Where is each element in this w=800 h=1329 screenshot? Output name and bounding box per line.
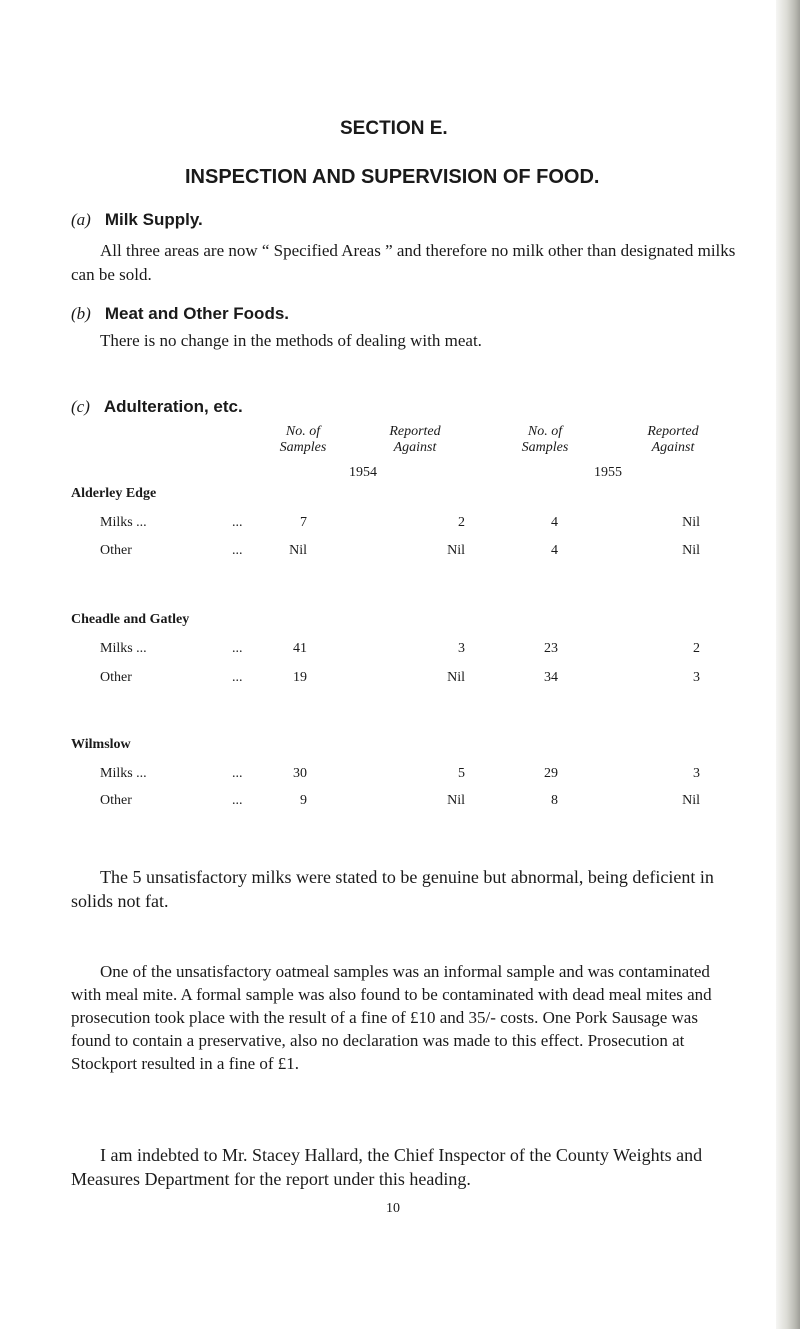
page-number: 10 [386, 1201, 400, 1216]
milk-supply-heading [71, 210, 203, 230]
cell-reported-1954: Nil [447, 793, 465, 808]
cell-samples-1955: 4 [551, 515, 558, 530]
row-dots: ... [232, 515, 243, 530]
adulteration-heading [71, 397, 243, 417]
row-label: Milks ... [100, 515, 147, 530]
cell-reported-1954: 3 [458, 641, 465, 656]
cell-samples-1955: 34 [544, 670, 558, 685]
cell-reported-1955: Nil [682, 793, 700, 808]
row-dots: ... [232, 766, 243, 781]
milk-supply-marker: (a) [71, 210, 91, 229]
cell-reported-1955: 3 [693, 766, 700, 781]
cell-reported-1954: Nil [447, 543, 465, 558]
col-samples-1954-line1: No. of [285, 424, 321, 439]
col-samples-1955 [512, 424, 578, 456]
cell-samples-1955: 29 [544, 766, 558, 781]
col-samples-1955-line1: No. of [527, 424, 563, 439]
area-name: Wilmslow [71, 737, 131, 752]
cell-reported-1955: Nil [682, 543, 700, 558]
cell-samples-1954: 7 [300, 515, 307, 530]
meat-text: There is no change in the methods of dealing with meat. [100, 331, 482, 350]
milk-supply-title: Milk Supply. [104, 210, 203, 229]
cell-reported-1954: 2 [458, 515, 465, 530]
year-1954: 1954 [349, 465, 377, 480]
col-reported-1955-line2: Against [651, 440, 695, 455]
col-samples-1954-line2: Samples [279, 440, 327, 455]
meat-heading [71, 304, 289, 324]
paragraph-milk-findings: The 5 unsatisfactory milks were stated to be genuine but abnormal, being deficient in solids not fat. [71, 867, 714, 911]
cell-reported-1955: 2 [693, 641, 700, 656]
row-label: Other [100, 670, 132, 685]
adulteration-title: Adulteration, etc. [103, 397, 243, 416]
meat-marker: (b) [71, 304, 91, 323]
section-title: SECTION E. [340, 118, 448, 139]
cell-samples-1955: 8 [551, 793, 558, 808]
cell-samples-1954: 9 [300, 793, 307, 808]
col-reported-1954-line2: Against [393, 440, 437, 455]
row-dots: ... [232, 670, 243, 685]
paragraph-acknowledgement: I am indebted to Mr. Stacey Hallard, the Chief Inspector of the County Weights and Measures Department for the report under this heading. [71, 1145, 703, 1189]
row-dots: ... [232, 793, 243, 808]
cell-samples-1954: 41 [293, 641, 307, 656]
main-title: INSPECTION AND SUPERVISION OF FOOD. [185, 166, 600, 188]
adulteration-marker: (c) [71, 397, 90, 416]
cell-samples-1955: 4 [551, 543, 558, 558]
cell-reported-1955: Nil [682, 515, 700, 530]
row-label: Milks ... [100, 766, 147, 781]
area-name: Alderley Edge [71, 486, 157, 501]
cell-samples-1954: 30 [293, 766, 307, 781]
row-label: Other [100, 793, 132, 808]
col-reported-1954 [375, 424, 455, 456]
col-samples-1955-line2: Samples [521, 440, 569, 455]
row-dots: ... [232, 543, 243, 558]
cell-samples-1955: 23 [544, 641, 558, 656]
col-reported-1955 [633, 424, 713, 456]
col-samples-1954 [270, 424, 336, 456]
row-label: Other [100, 543, 132, 558]
area-name: Cheadle and Gatley [71, 612, 190, 627]
cell-reported-1954: Nil [447, 670, 465, 685]
milk-supply-text: All three areas are now “ Specified Areas ” and therefore no milk other than designated milks can be sold. [71, 241, 736, 284]
cell-samples-1954: Nil [289, 543, 307, 558]
col-reported-1954-line1: Reported [389, 424, 441, 439]
cell-reported-1955: 3 [693, 670, 700, 685]
year-1955: 1955 [594, 465, 622, 480]
paragraph-oatmeal-prosecution: One of the unsatisfactory oatmeal samples was an informal sample and was contaminated with meal mite. A formal sample was also found to be contaminated with dead meal mites and prosecution took place with the result of a fine of £10 and 35/- costs. One Pork Sausage was found to contain a preservative, also no declaration was made to this effect. Prosecution at Stockport resulted in a fine of £1. [71, 962, 712, 1073]
row-label: Milks ... [100, 641, 147, 656]
row-dots: ... [232, 641, 243, 656]
meat-title: Meat and Other Foods. [104, 304, 290, 323]
cell-reported-1954: 5 [458, 766, 465, 781]
cell-samples-1954: 19 [293, 670, 307, 685]
col-reported-1955-line1: Reported [647, 424, 699, 439]
page-edge-shadow [776, 0, 800, 1329]
